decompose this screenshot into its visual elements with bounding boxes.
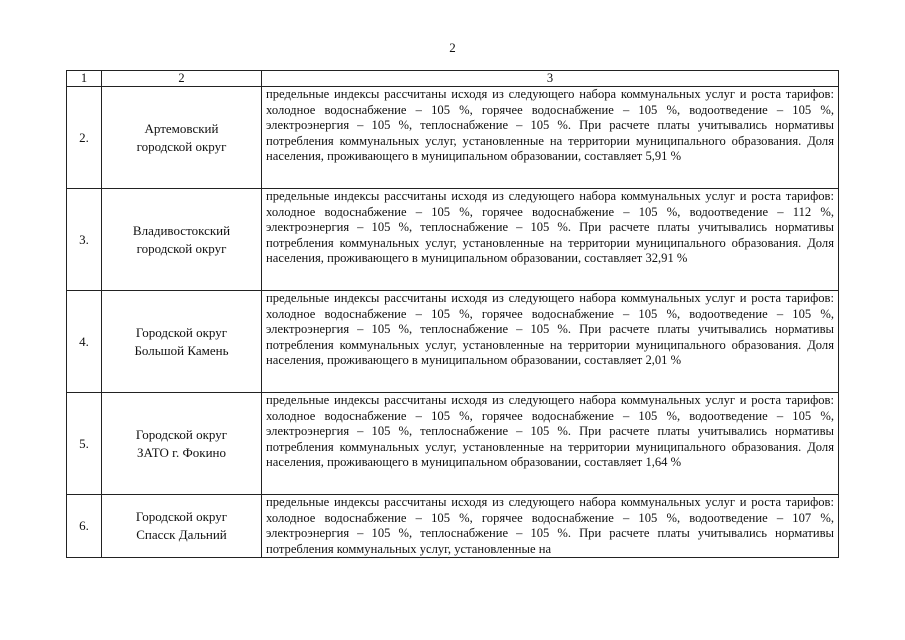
tariff-description — [262, 87, 839, 189]
page-number: 2 — [449, 40, 456, 55]
row-number: 3. — [67, 189, 102, 291]
municipality-name-line: городской округ — [136, 240, 227, 256]
tariff-description-text: предельные индексы рассчитаны исходя из следующего набора коммунальных услуг и роста тарифов: холодное водоснабжение – 105 %, горячее водоснабжение – 105 %, водоотведение – 112 %, электроэнергия – 105 %, теплоснабжение – 105 %. При расчете платы учитывались нормативы потребления коммунальных услуг, установленные на территории муниципального образования. Доля населения, проживающего в муниципальном образовании, составляет 32,91 % — [266, 189, 834, 266]
tariff-description-text: предельные индексы рассчитаны исходя из следующего набора коммунальных услуг и роста тарифов: холодное водоснабжение – 105 %, горячее водоснабжение – 105 %, водоотведение – 105 %, электроэнергия – 105 %, теплоснабжение – 105 %. При расчете платы учитывались нормативы потребления коммунальных услуг, установленные на территории муниципального образования. Доля населения, проживающего в муниципальном образовании, составляет 5,91 % — [266, 87, 834, 164]
table-row — [67, 87, 839, 189]
column-header-2: 2 — [102, 71, 262, 87]
municipality-name — [102, 189, 262, 291]
table-row — [67, 495, 839, 558]
municipality-name-line: Городской округ — [135, 509, 228, 524]
column-header-3: 3 — [262, 71, 839, 87]
table-row — [67, 393, 839, 495]
municipality-name-line: городской округ — [136, 138, 227, 154]
municipality-name-line: Спасск Дальний — [136, 527, 227, 542]
table-header-row — [67, 71, 839, 87]
row-number: 5. — [67, 393, 102, 495]
municipality-name-line: Владивостокский — [132, 222, 231, 238]
municipality-name — [102, 393, 262, 495]
municipality-name-line: Городской округ — [135, 426, 228, 442]
tariff-description-text: предельные индексы рассчитаны исходя из следующего набора коммунальных услуг и роста тарифов: холодное водоснабжение – 105 %, горячее водоснабжение – 105 %, водоотведение – 105 %, электроэнергия – 105 %, теплоснабжение – 105 %. При расчете платы учитывались нормативы потребления коммунальных услуг, установленные на территории муниципального образования. Доля населения, проживающего в муниципальном образовании, составляет 2,01 % — [266, 291, 834, 368]
municipality-name-line: Большой Камень — [134, 342, 229, 358]
municipality-name-line: Артемовский — [144, 120, 219, 136]
tariff-description — [262, 393, 839, 495]
tariff-description — [262, 495, 839, 558]
tariff-table — [66, 70, 839, 558]
tariff-description — [262, 189, 839, 291]
row-number: 4. — [67, 291, 102, 393]
municipality-name-line: Городской округ — [135, 324, 228, 340]
column-header-1: 1 — [67, 71, 102, 87]
tariff-description-text: предельные индексы рассчитаны исходя из следующего набора коммунальных услуг и роста тарифов: холодное водоснабжение – 105 %, горячее водоснабжение – 105 %, водоотведение – 107 %, электроэнергия – 105 %, теплоснабжение – 105 %. При расчете платы учитывались нормативы потребления коммунальных услуг, установленные на — [266, 495, 834, 556]
row-number: 6. — [67, 495, 102, 558]
tariff-description — [262, 291, 839, 393]
table-row — [67, 291, 839, 393]
row-number: 2. — [67, 87, 102, 189]
tariff-description-text: предельные индексы рассчитаны исходя из следующего набора коммунальных услуг и роста тарифов: холодное водоснабжение – 105 %, горячее водоснабжение – 105 %, водоотведение – 105 %, электроэнергия – 105 %, теплоснабжение – 105 %. При расчете платы учитывались нормативы потребления коммунальных услуг, установленные на территории муниципального образования. Доля населения, проживающего в муниципальном образовании, составляет 1,64 % — [266, 393, 834, 470]
table-row — [67, 189, 839, 291]
municipality-name — [102, 495, 262, 558]
municipality-name — [102, 87, 262, 189]
municipality-name — [102, 291, 262, 393]
municipality-name-line: ЗАТО г. Фокино — [136, 444, 227, 460]
